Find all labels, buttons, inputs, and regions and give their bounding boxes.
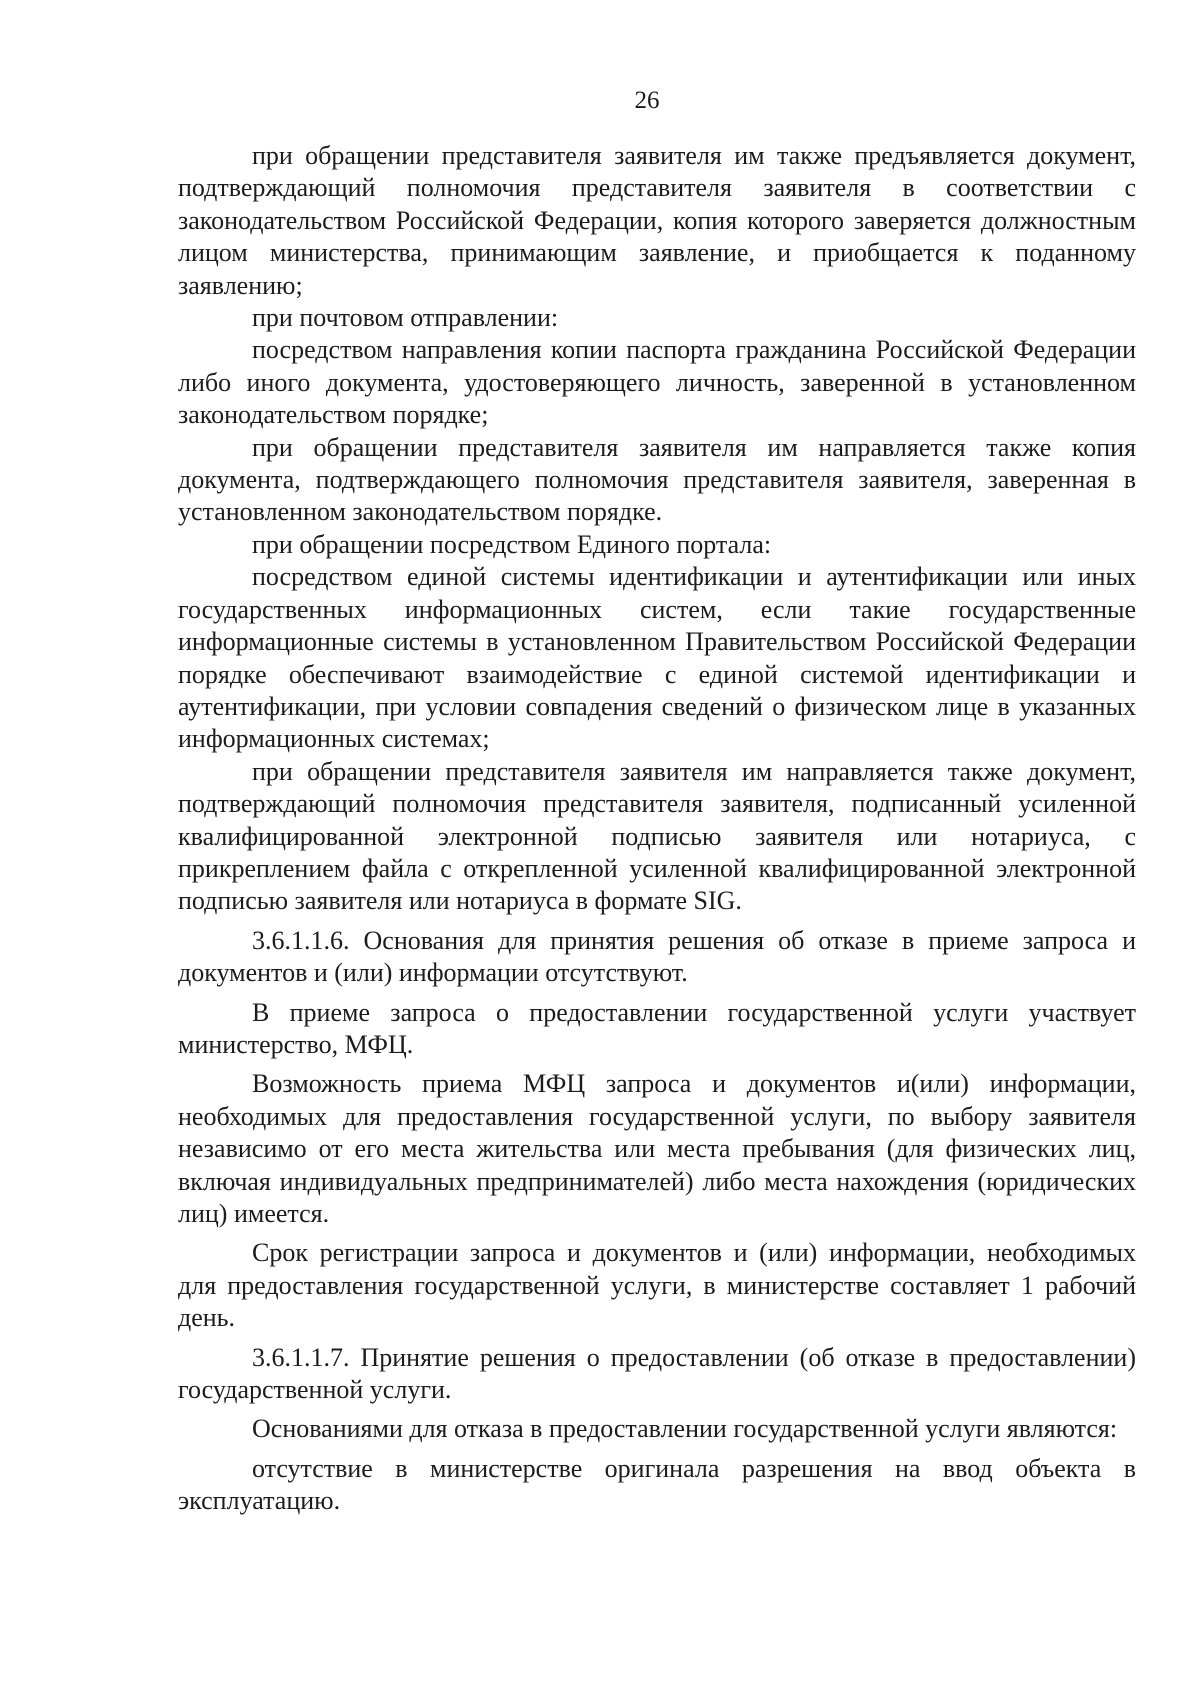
paragraph-postal-heading: при почтовом отправлении: bbox=[252, 303, 559, 333]
paragraph-missing-original: отсутствие в министерстве оригинала разрешения на ввод объекта в эксплуатацию. bbox=[178, 1453, 1136, 1516]
page-number: 26 bbox=[634, 87, 660, 114]
paragraph-esia-identification: посредством единой системы идентификации и аутентификации или иных государственных информационных систем, если такие государственные информационные системы в установленном Правительством Российской Федерации порядке обеспечивают взаимодействие с единой системой идентификации и аутентификации, при условии совпадения сведений о физическом лице в указанных информационных системах; bbox=[178, 562, 1136, 754]
document-body bbox=[178, 140, 1136, 1518]
paragraph-mfc-participation: В приеме запроса о предоставлении государственной услуги участвует министерство, МФЦ. bbox=[178, 997, 1136, 1059]
paragraph-representative-document: при обращении представителя заявителя им также предъявляется документ, подтверждающий полномочия представителя заявителя в соответствии с законодательством Российской Федерации, копия которого заверяется должностным лицом министерства, принимающим заявление, и приобщается к поданному заявлению; bbox=[178, 141, 1136, 300]
paragraph-representative-copy: при обращении представителя заявителя им направляется также копия документа, подтверждающего полномочия представителя заявителя, заверенная в установленном законодательством порядке. bbox=[178, 432, 1136, 527]
paragraph-portal-heading: при обращении посредством Единого портала: bbox=[252, 529, 772, 559]
paragraph-section-3-6-1-1-7: 3.6.1.1.7. Принятие решения о предоставлении (об отказе в предоставлении) государственной услуги. bbox=[178, 1342, 1136, 1405]
paragraph-section-3-6-1-1-6: 3.6.1.1.6. Основания для принятия решения об отказе в приеме запроса и документов и (или) информации отсутствуют. bbox=[178, 925, 1136, 988]
paragraph-mfc-possibility: Возможность приема МФЦ запроса и документов и(или) информации, необходимых для предоставления государственной услуги, по выбору заявителя независимо от его места жительства или места пребывания (для физических лиц, включая индивидуальных предпринимателей) либо места нахождения (юридических лиц) имеется. bbox=[178, 1069, 1136, 1228]
paragraph-passport-copy: посредством направления копии паспорта гражданина Российской Федерации либо иного документа, удостоверяющего личность, заверенной в установленном законодательством порядке; bbox=[178, 335, 1136, 430]
paragraph-representative-signature: при обращении представителя заявителя им направляется также документ, подтверждающий полномочия представителя заявителя, подписанный усиленной квалифицированной электронной подписью заявителя или нотариуса, с прикреплением файла с открепленной усиленной квалифицированной электронной подписью заявителя или нотариуса в формате SIG. bbox=[178, 756, 1136, 916]
paragraph-registration-term: Срок регистрации запроса и документов и (или) информации, необходимых для предоставления государственной услуги, в министерстве составляет 1 рабочий день. bbox=[178, 1238, 1136, 1333]
paragraph-refusal-grounds: Основаниями для отказа в предоставлении государственной услуги являются: bbox=[252, 1414, 1118, 1444]
